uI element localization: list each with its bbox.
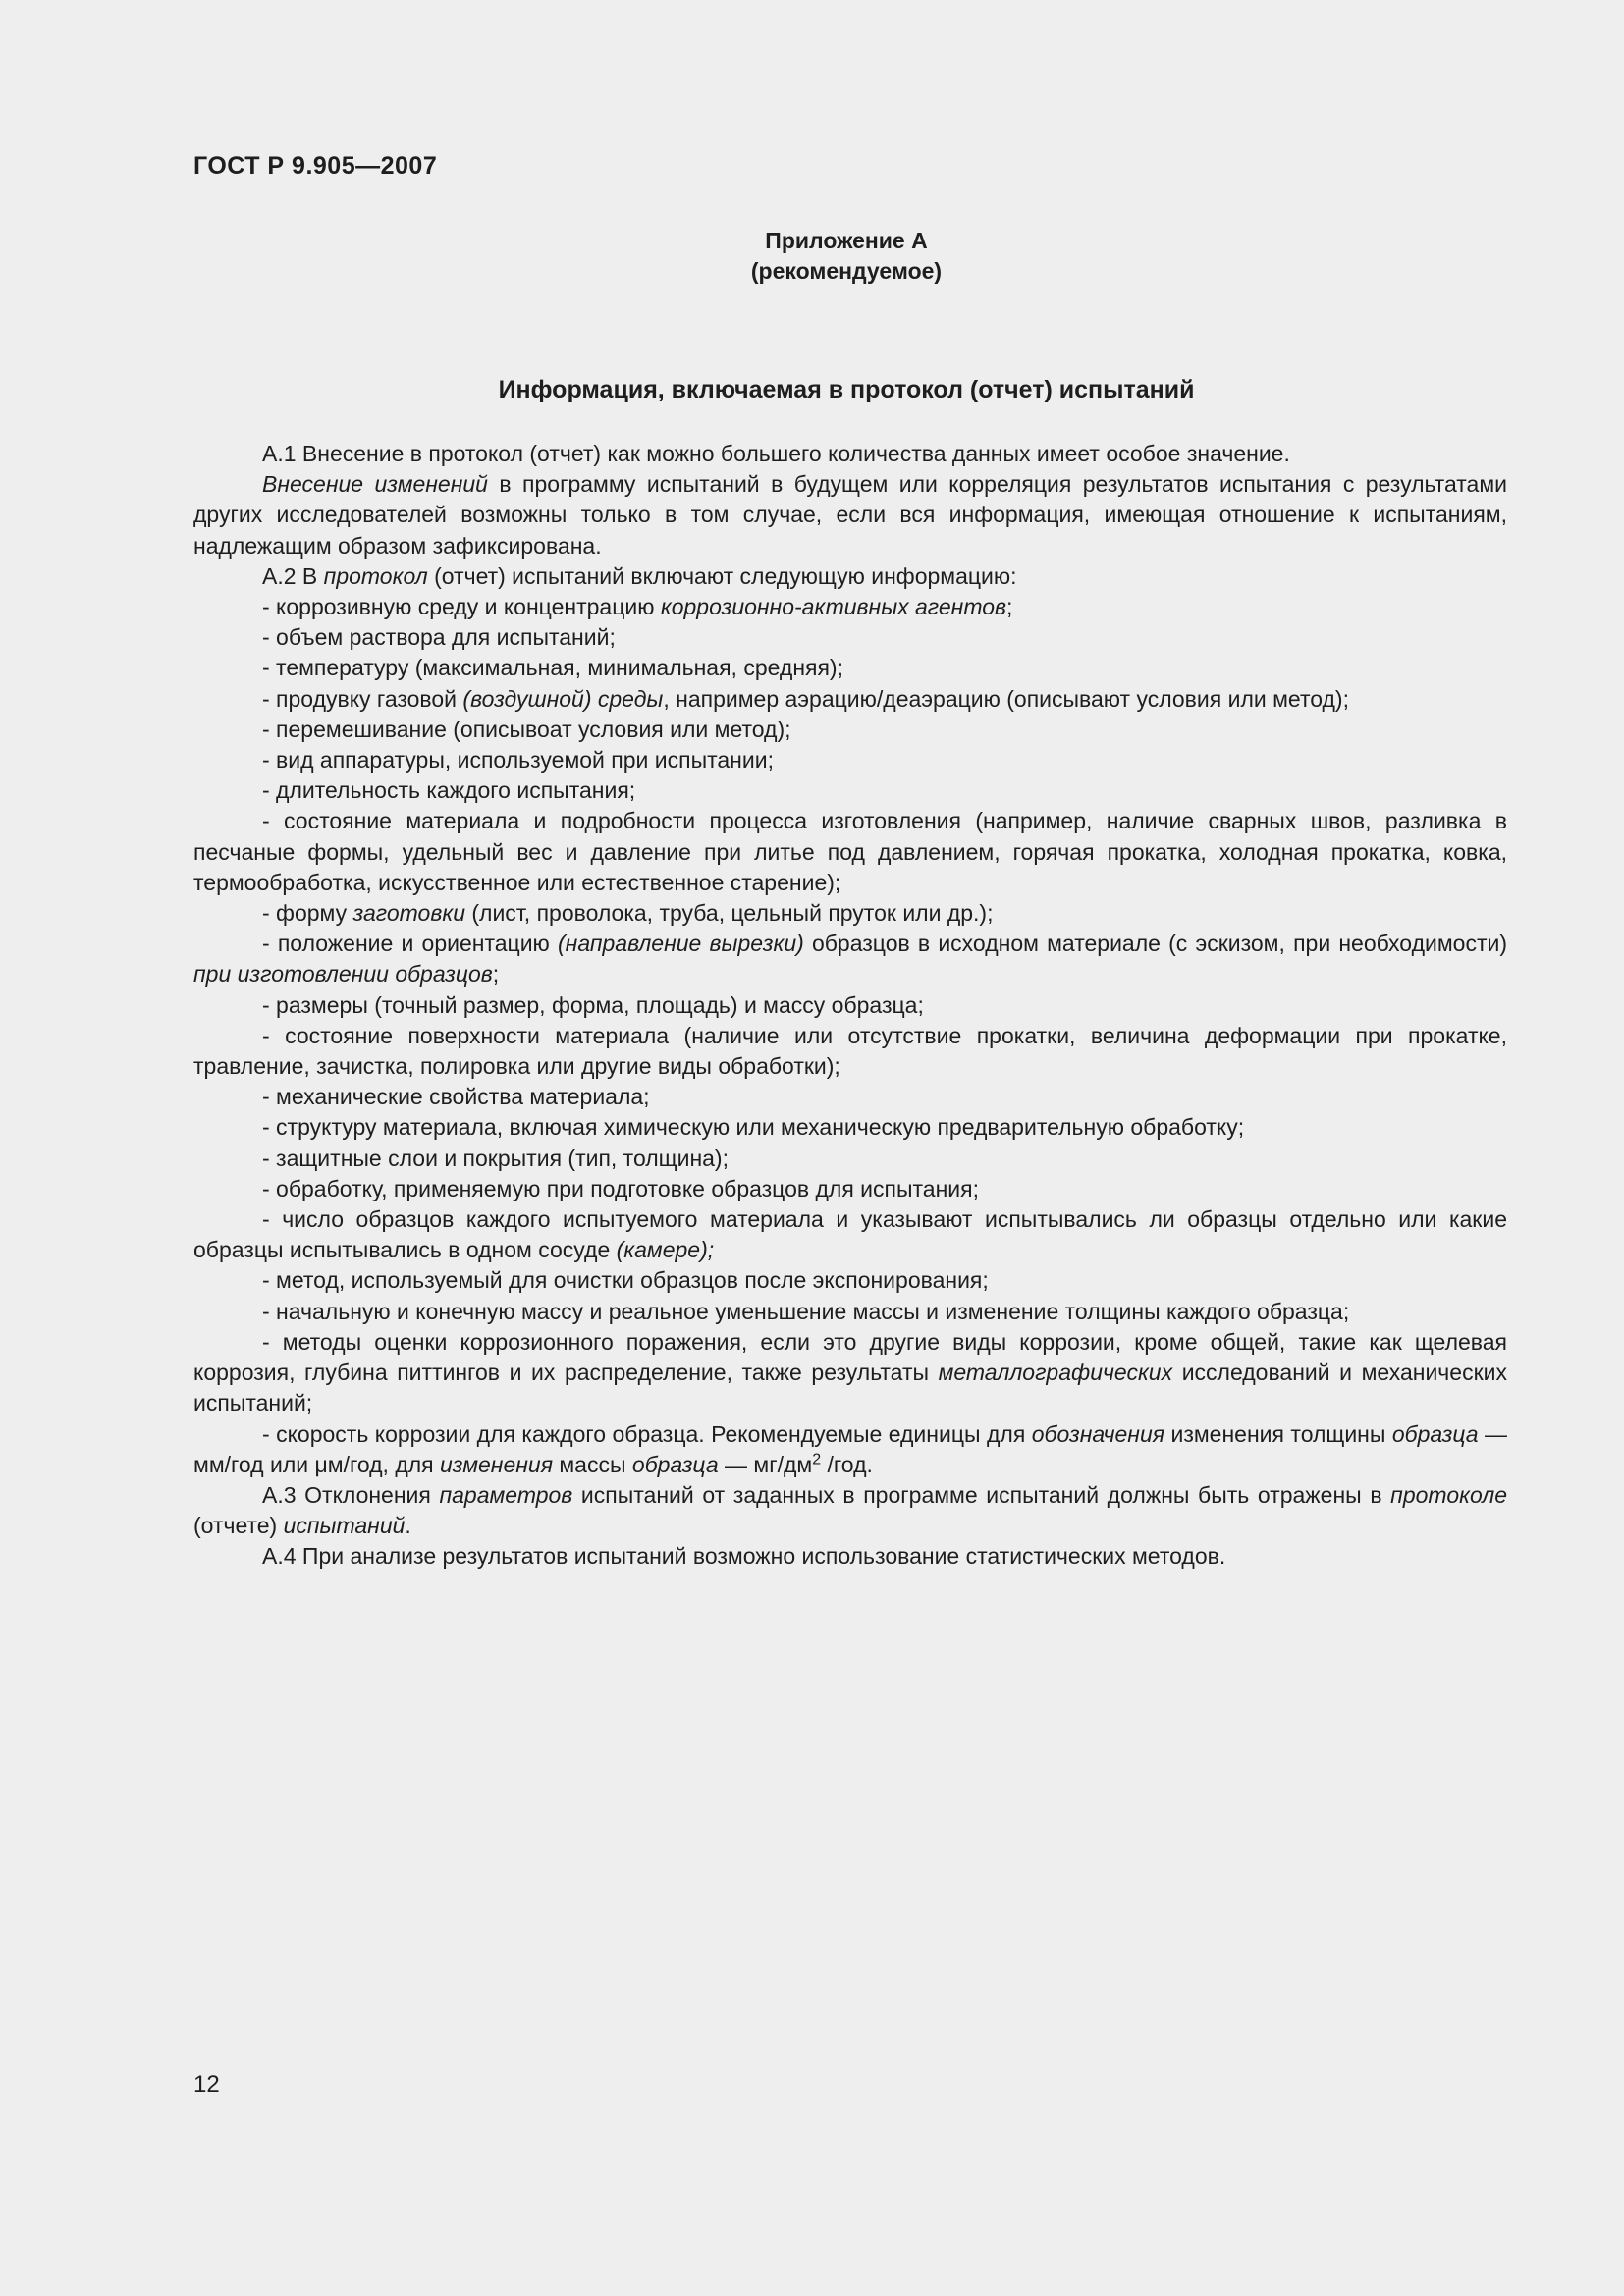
italic-text: (направление вырезки) [558,931,804,957]
paragraph [193,469,1507,561]
text-run: - температуру (максимальная, минимальная, средняя); [262,655,843,681]
text-run: - продувку газовой [262,685,463,712]
paragraph [193,439,1507,469]
page-number: 12 [193,2071,220,2098]
italic-text: при изготовлении образцов [193,961,493,988]
text-run: массы [552,1451,632,1477]
paragraph [193,929,1507,989]
text-run: - механические свойства материала; [262,1084,650,1110]
text-run: - начальную и конечную массу и реальное уменьшение массы и изменение толщины каждого образца; [262,1298,1350,1324]
text-run: . [405,1513,411,1539]
text-run: А.3 Отклонения [262,1481,440,1508]
text-run: - скорость коррозии для каждого образца. Рекомендуемые единицы для [262,1420,1032,1447]
italic-text: протоколе [1390,1481,1508,1508]
text-run: исследований и механических испытаний; [193,1360,1507,1416]
italic-text: протокол [323,562,428,589]
italic-text: обозначения [1031,1420,1165,1447]
text-run: - коррозивную среду и концентрацию [262,594,661,620]
paragraph [193,1480,1507,1541]
paragraph [193,653,1507,683]
paragraph [193,1419,1507,1480]
paragraph [193,1327,1507,1419]
text-run: - перемешивание (описывоат условия или метод); [262,716,791,742]
text-run: — мм/год или μм/год, для [193,1420,1508,1477]
italic-text: Внесение изменений [262,471,488,498]
paragraph [193,745,1507,775]
section-title: Информация, включаемая в протокол (отчет) испытаний [498,376,1195,403]
text-run: - размеры (точный размер, форма, площадь) и массу образца; [262,991,924,1018]
body-text [193,439,1507,1573]
paragraph [193,592,1507,622]
paragraph [193,1541,1507,1572]
italic-text: металлографических [938,1360,1173,1386]
text-run: - форму [262,900,353,927]
text-run: А.2 В [262,562,324,589]
paragraph [193,1265,1507,1296]
paragraph [193,806,1507,898]
italic-text: образца [631,1451,719,1477]
text-run: - защитные слои и покрытия (тип, толщина); [262,1145,729,1171]
paragraph [193,1204,1507,1265]
text-run: - состояние материала и подробности процесса изготовления (например, наличие сварных швов, разливка в песчаные формы, удельный вес и давление при литье под давлением, горячая прокатка, холодная прокатка, ковка, термообработка, искусственное или естественное старение); [193,808,1507,895]
paragraph [193,1021,1507,1082]
superscript-text: 2 [812,1451,822,1468]
paragraph [193,775,1507,806]
italic-text: параметров [439,1481,573,1508]
paragraph [193,561,1507,592]
text-run: (отчет) испытаний включают следующую информацию: [427,562,1017,589]
italic-text: (воздушной) среды [462,685,664,712]
text-run: - метод, используемый для очистки образцов после экспонирования; [262,1267,989,1294]
annex-heading [0,226,1624,287]
text-run: (отчете) [193,1513,284,1539]
text-run: (лист, проволока, труба, цельный пруток или др.); [464,900,994,927]
text-run: испытаний от заданных в программе испытаний должны быть отражены в [572,1481,1391,1508]
text-run: образцов в исходном материале (с эскизом, при необходимости) [803,931,1507,957]
text-run: /год. [821,1451,873,1477]
text-run: - методы оценки коррозионного поражения, если это другие виды коррозии, кроме общей, такие как щелевая коррозия, глубина питтингов и их распределение, также результаты [193,1328,1507,1386]
paragraph [193,1144,1507,1174]
text-run: А.1 Внесение в протокол (отчет) как можно большего количества данных имеет особое значение. [262,441,1290,466]
text-run: А.4 При анализе результатов испытаний возможно использование статистических методов. [262,1543,1226,1570]
italic-text: испытаний [283,1513,406,1539]
italic-text: заготовки [352,900,465,927]
text-run: - положение и ориентацию [262,931,558,957]
text-run: ; [1006,594,1013,620]
text-run: изменения толщины [1164,1420,1392,1447]
text-run: ; [492,961,500,988]
paragraph [193,684,1507,715]
text-run: - объем раствора для испытаний; [262,624,616,651]
annex-type: (рекомендуемое) [750,258,943,284]
italic-text: образца [1391,1420,1479,1447]
text-run: - вид аппаратуры, используемой при испытании; [262,747,774,774]
paragraph [193,1112,1507,1143]
text-run: - структуру материала, включая химическую или механическую предварительную обработку; [262,1114,1245,1141]
paragraph [193,1297,1507,1327]
italic-text: (камере); [616,1237,715,1263]
italic-text: изменения [440,1451,553,1477]
text-run: , например аэрацию/деаэрацию (описывают условия или метод); [663,685,1349,712]
paragraph [193,1174,1507,1204]
italic-text: коррозионно-активных агентов [660,594,1007,620]
text-run: - число образцов каждого испытуемого материала и указывают испытывались ли образцы отдельно или какие образцы испытывались в одном сосуде [193,1206,1507,1263]
paragraph [193,1082,1507,1112]
text-run: - длительность каждого испытания; [262,777,636,804]
paragraph [193,622,1507,653]
text-run: - состояние поверхности материала (наличие или отсутствие прокатки, величина деформации при прокатке, травление, зачистка, полировка или другие виды обработки); [193,1022,1507,1080]
text-run: — мг/дм [718,1451,813,1477]
paragraph [193,715,1507,745]
document-code: ГОСТ Р 9.905—2007 [193,152,438,180]
paragraph [193,898,1507,929]
text-run: в программу испытаний в будущем или корреляция результатов испытания с результатами других исследователей возможны только в том случае, если вся информация, имеющая отношение к испытаниям, надлежащим образом зафиксирована. [193,471,1507,559]
paragraph [193,990,1507,1021]
text-run: - обработку, применяемую при подготовке образцов для испытания; [262,1175,979,1201]
annex-title: Приложение А [765,228,928,253]
